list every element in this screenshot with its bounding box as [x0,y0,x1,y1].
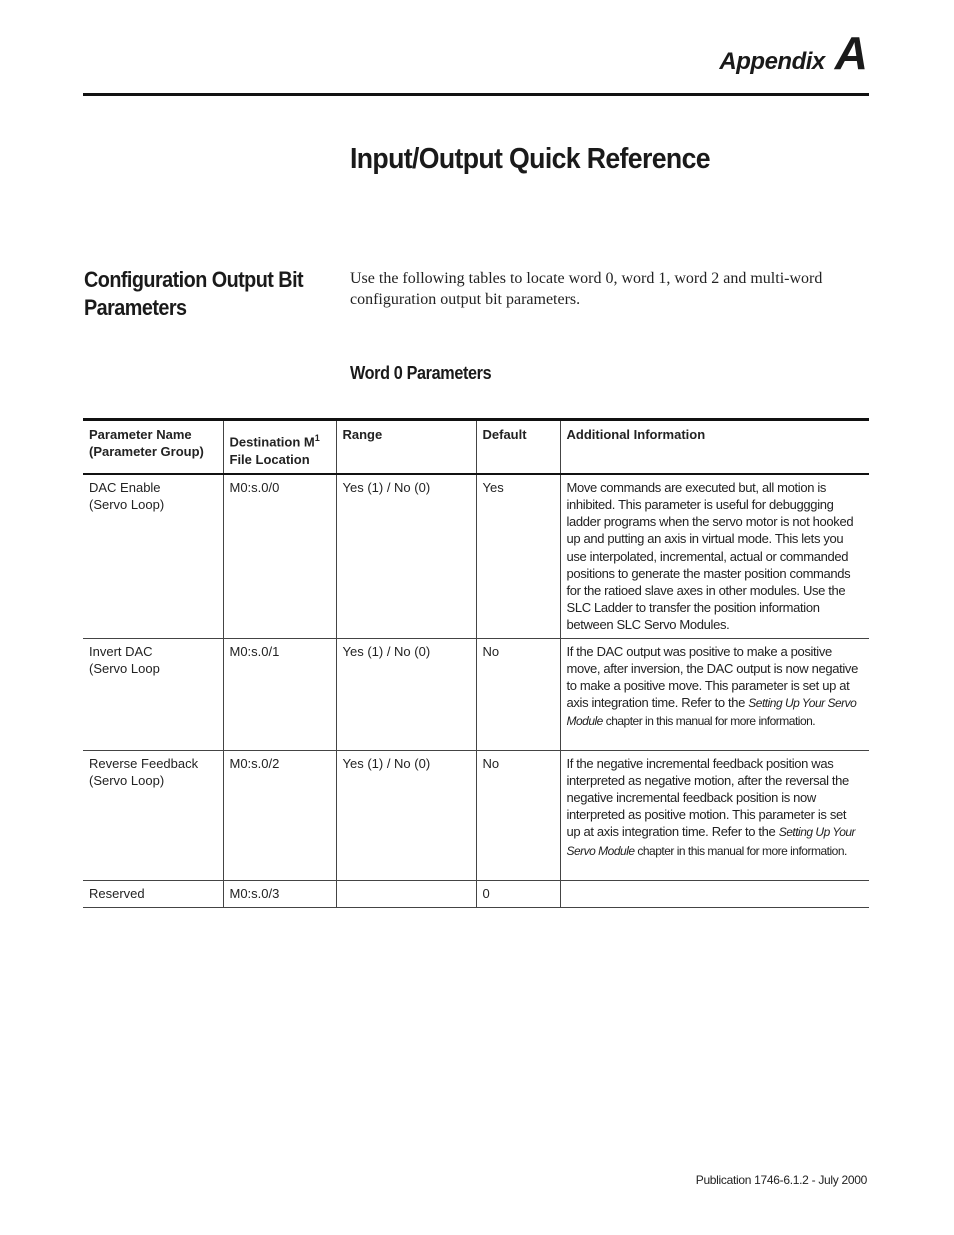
info-chapter-reference: Setting Up Your Servo Module [566,696,857,729]
header-destination-label: Destination M [229,434,315,450]
info-cell [560,880,869,907]
param-name-cell: Reserved [83,880,223,907]
info-cell [560,638,869,750]
intro-text: Use the following tables to locate word 0, word 1, word 2 and multi-word configuration output bit parameters. [350,270,823,308]
param-group: (Servo Loop [89,660,160,676]
table-row [83,750,869,880]
table-row [83,638,869,750]
info-cell [560,750,869,880]
section-heading: Configuration Output Bit Parameters [84,267,304,320]
appendix-label: Appendix [719,48,825,75]
param-name: DAC Enable [89,479,161,495]
param-name-cell [83,638,223,750]
publication-footer: Publication 1746-6.1.2 - July 2000 [695,1173,867,1187]
destination-cell: M0:s.0/0 [223,474,336,638]
info-cell: Move commands are executed but, all motion is inhibited. This parameter is useful for debuggging ladder programs when the servo motor is not hooked up and putting an axis in virtual mode. This lets you use interpolated, incremental, actual or commanded positions to generate the master position commands for the ratioed slave axes in other modules. Use the SLC Ladder to transfer the position information between SLC Servo Modules. [560,474,869,638]
destination-cell: M0:s.0/1 [223,638,336,750]
range-cell [336,880,476,907]
param-name: Invert DAC [89,643,153,659]
table-row [83,880,869,907]
header-default: Default [476,420,560,474]
param-group: (Servo Loop) [89,496,165,512]
header-rule [83,93,869,96]
range-cell: Yes (1) / No (0) [336,638,476,750]
table-header-row [83,420,869,474]
header-file-location: File Location [229,451,310,467]
default-cell: No [476,750,560,880]
default-cell: 0 [476,880,560,907]
range-cell: Yes (1) / No (0) [336,750,476,880]
header-additional-info: Additional Information [560,420,869,474]
param-name-cell [83,474,223,638]
param-name: Reverse Feedback [89,755,199,771]
range-cell: Yes (1) / No (0) [336,474,476,638]
header-destination [223,420,336,474]
info-text-end: chapter in this manual for more information. [602,714,816,729]
table-subheading: Word 0 Parameters [350,363,492,383]
word0-parameters-table [83,418,869,908]
header-range: Range [336,420,476,474]
destination-cell: M0:s.0/3 [223,880,336,907]
info-text: If the DAC output was positive to make a positive move, after inversion, the DAC output is now negative to make a positive move. This parameter is set up at axis integration time. Refer to the [566,643,858,711]
info-chapter-reference: Setting Up Your Servo Module [566,825,856,858]
header-parameter-name: Parameter Name (Parameter Group) [83,420,223,474]
header-destination-footnote: 1 [314,433,320,443]
table-row [83,474,869,638]
info-text-end: chapter in this manual for more information. [634,843,847,858]
param-name-cell [83,750,223,880]
appendix-header [719,27,868,79]
page-title: Input/Output Quick Reference [350,143,710,175]
param-group: (Servo Loop) [89,772,165,788]
destination-cell: M0:s.0/2 [223,750,336,880]
appendix-letter: A [834,27,868,79]
default-cell: No [476,638,560,750]
info-text: If the negative incremental feedback position was interpreted as negative motion, after the reversal the negative incremental feedback position is now interpreted as positive motion. This parameter is set up at axis integration time. Refer to the [566,755,849,840]
default-cell: Yes [476,474,560,638]
